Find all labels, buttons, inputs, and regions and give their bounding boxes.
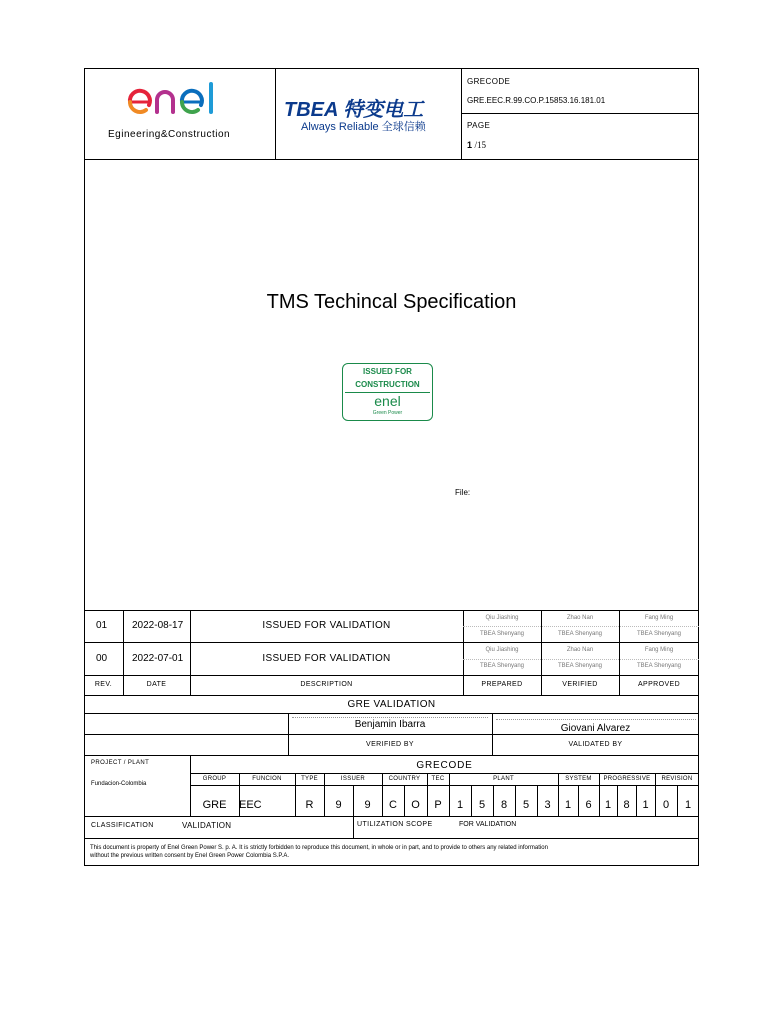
tbea-logo: TBEA 特变电工 xyxy=(284,99,424,121)
rev-verified-name: Zhao Nan xyxy=(566,615,594,621)
rev-header-description: DESCRIPTION xyxy=(300,681,353,688)
rev-verified-org: TBEA Shenyang xyxy=(557,663,603,669)
rev-description: ISSUED FOR VALIDATION xyxy=(262,620,391,631)
grecode-cell: GRE xyxy=(202,799,227,811)
gc-head-sep xyxy=(558,773,559,785)
grecode-col-group: GROUP xyxy=(202,776,227,782)
utilization-scope-label: UTILIZATION SCOPE xyxy=(357,821,433,828)
rev-header-prepared: PREPARED xyxy=(481,681,523,688)
grecode-value: GRE.EEC.R.99.CO.P.15853.16.181.01 xyxy=(467,96,606,105)
grecode-cell: 8 xyxy=(623,799,630,811)
gc-head-sep xyxy=(427,773,428,785)
header-grecode-divider xyxy=(461,113,699,114)
grecode-cell: 5 xyxy=(478,799,486,811)
rev-header-rev: REV. xyxy=(94,681,113,688)
grecode-col-system: SYSTEM xyxy=(565,776,592,782)
gc-head-sep xyxy=(382,773,383,785)
rev-date: 2022-07-01 xyxy=(132,653,184,664)
grecode-cell: 9 xyxy=(335,799,342,811)
project-label: PROJECT / PLANT xyxy=(91,760,150,766)
grecode-cell: 9 xyxy=(364,799,371,811)
rev-approved-org: TBEA Shenyang xyxy=(636,663,682,669)
footer-note-line1: This document is property of Enel Green Power S. p. A. It is strictly forbidden to reproduce this document, in whole or in part, and to provide to others any related information xyxy=(90,845,548,851)
grecode-cells-bottom xyxy=(84,816,699,817)
tbea-tagline: Always Reliable 全球信赖 xyxy=(301,121,426,133)
project-value: Fundacion-Colombia xyxy=(91,781,147,787)
rev-approved-org: TBEA Shenyang xyxy=(636,631,682,637)
grecode-label: GRECODE xyxy=(467,77,511,86)
grecode-cell: R xyxy=(305,799,314,811)
rev-verified-org: TBEA Shenyang xyxy=(557,631,603,637)
grecode-col-tec: TEC xyxy=(431,776,445,782)
stamp-sub: Green Power xyxy=(372,410,403,416)
grecode-col-plant: PLANT xyxy=(493,776,514,782)
gre-verified-by-label: VERIFIED BY xyxy=(366,741,414,748)
gre-verified-by-name: Benjamin Ibarra xyxy=(354,719,426,730)
stamp-line1: ISSUED FOR xyxy=(363,367,412,376)
grecode-col-progressive: PROGRESSIVE xyxy=(603,776,651,782)
enel-logo xyxy=(126,80,234,116)
grecode-col-country: COUNTRY xyxy=(388,776,421,782)
gre-names-bottom xyxy=(84,734,699,735)
rev-approved-name: Fang Ming xyxy=(644,615,674,621)
grecode-cell: 3 xyxy=(544,799,551,811)
classification-label: CLASSIFICATION xyxy=(91,822,154,829)
grecode-col-revision: REVISION xyxy=(661,776,693,782)
stamp-line2: CONSTRUCTION xyxy=(355,380,420,389)
rev-row-divider-2 xyxy=(84,675,699,676)
gre-vline-2 xyxy=(492,713,493,755)
page-label: PAGE xyxy=(467,121,491,130)
gc-head-sep xyxy=(324,773,325,785)
stamp-logo: enel xyxy=(374,393,401,409)
rev-header-verified: VERIFIED xyxy=(562,681,598,688)
grecode-cell: P xyxy=(434,799,442,811)
gre-validated-by-label: VALIDATED BY xyxy=(568,741,623,748)
rev-sig-sub-2 xyxy=(463,659,699,660)
grecode-cell: O xyxy=(411,799,420,811)
page-number xyxy=(467,140,486,150)
header-vline-1 xyxy=(275,68,276,159)
grecode-cell: 1 xyxy=(604,799,612,811)
document-title: TMS Techincal Specification xyxy=(266,291,517,313)
rev-prepared-name: Qiu Jiashing xyxy=(485,615,519,621)
gc-head-sep xyxy=(599,773,600,785)
grecode-cell: C xyxy=(389,799,397,811)
utilization-scope-value: FOR VALIDATION xyxy=(459,821,517,828)
gre-title-bottom xyxy=(84,713,699,714)
grecode-col-issuer: ISSUER xyxy=(340,776,366,782)
file-label: File: xyxy=(455,488,471,497)
rev-row-divider-1 xyxy=(84,642,699,643)
grecode-cell: 0 xyxy=(662,799,670,811)
grecode-col-type: TYPE xyxy=(301,776,318,782)
grecode-cell: 1 xyxy=(564,799,572,811)
classification-bottom xyxy=(84,838,699,839)
company-division: Egineering&Construction xyxy=(108,129,231,140)
rev-date: 2022-08-17 xyxy=(132,620,184,631)
rev-number: 00 xyxy=(96,653,108,664)
gc-head-sep xyxy=(449,773,450,785)
gc-head-sep xyxy=(655,773,656,785)
rev-prepared-name: Qiu Jiashing xyxy=(485,647,519,653)
grecode-header-bottom xyxy=(190,785,699,786)
grecode-cell: 1 xyxy=(456,799,464,811)
grecode-cell: 6 xyxy=(585,799,592,811)
rev-description: ISSUED FOR VALIDATION xyxy=(262,653,391,664)
grecode-col-funcion: FUNCION xyxy=(252,776,282,782)
rev-header-approved: APPROVED xyxy=(637,681,681,688)
grecode-cell: 8 xyxy=(500,799,508,811)
page-total: /15 xyxy=(474,140,487,150)
rev-number: 01 xyxy=(96,620,108,631)
gre-sig-line-2 xyxy=(496,719,696,720)
classification-vline xyxy=(353,816,354,838)
footer-note-line2: without the previous written consent by Enel Green Power Colombia S.P.A. xyxy=(90,853,289,859)
grecode-title: GRECODE xyxy=(416,760,473,771)
gc-head-sep xyxy=(295,773,296,785)
page-current: 1 xyxy=(467,140,473,150)
gre-validated-by-name: Giovani Alvarez xyxy=(560,723,631,734)
rev-approved-name: Fang Ming xyxy=(644,647,674,653)
gre-validation-title: GRE VALIDATION xyxy=(347,699,436,710)
gre-sig-line-1 xyxy=(292,717,488,718)
grecode-cell: EEC xyxy=(239,799,262,811)
rev-verified-name: Zhao Nan xyxy=(566,647,594,653)
rev-prepared-org: TBEA Shenyang xyxy=(479,631,525,637)
classification-value: VALIDATION xyxy=(182,821,232,830)
rev-table-top xyxy=(84,610,699,611)
gc-head-sep xyxy=(239,773,240,785)
grecode-cell: 1 xyxy=(684,799,692,811)
rev-sig-sub-1 xyxy=(463,626,699,627)
rev-header-bottom xyxy=(84,695,699,696)
rev-header-date: DATE xyxy=(146,681,167,688)
grecode-cell: 5 xyxy=(522,799,530,811)
rev-prepared-org: TBEA Shenyang xyxy=(479,663,525,669)
gre-labels-bottom xyxy=(84,755,699,756)
grecode-cell: 1 xyxy=(642,799,649,811)
header-divider xyxy=(84,159,699,160)
